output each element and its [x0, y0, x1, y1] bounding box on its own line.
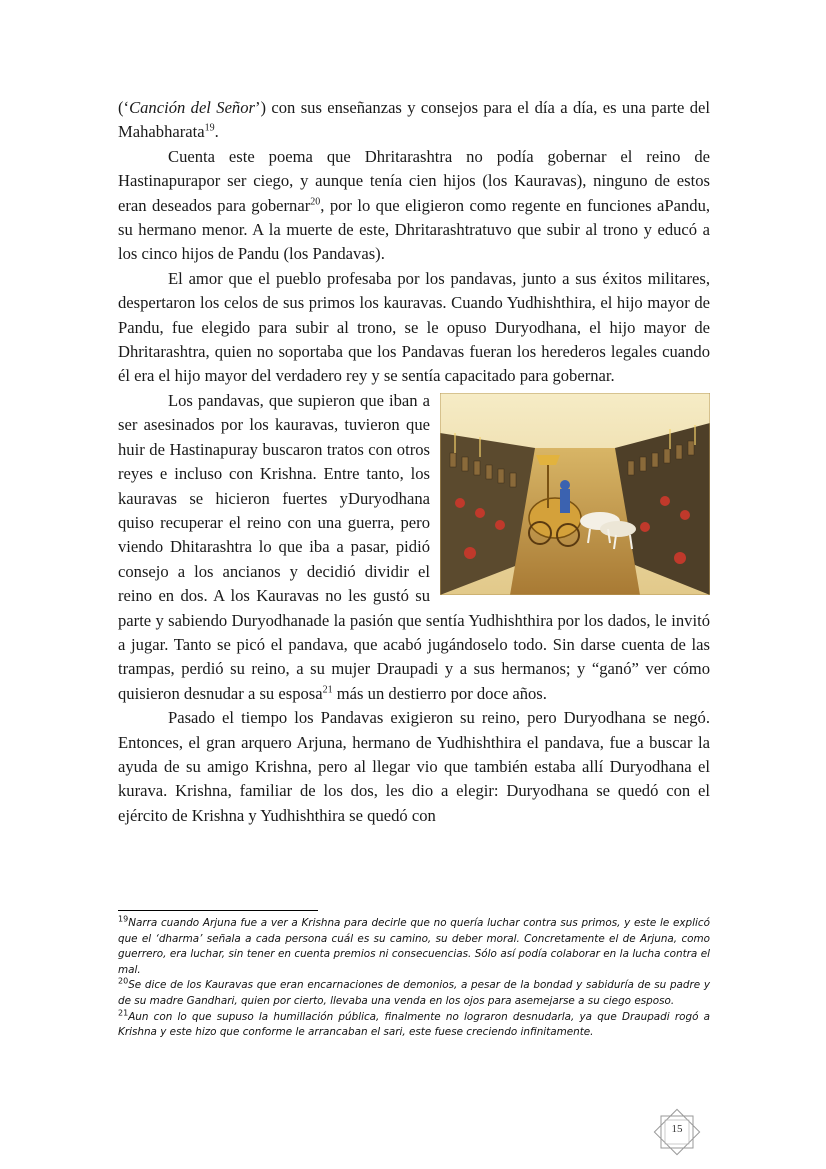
- paragraph-exile: Los pandavas, que supieron que iban a ser asesinados por los kauravas, tuvieron que huir de Hastinapuray buscaron tratos con otros reyes e incluso con Krishna. Entre tanto, los kauravas se hicieron fuertes yDuryodhana quiso recuperar el reino con una guerra, pero viendo Dhitarashtra lo que iba a pasar, pidió consejo a los ancianos y decidió dividir el reino en dos. A los Kauravas no les gustó su parte y sabiendo Duryodhanade la pasión que sentía Yudhishthira por los dados, le invitó a jugar. Tanto se picó el pandava, que acabó jugándoselo todo. Sin darse cuenta de las trampas, perdió su reino, a su mujer Draupadi y a sus hermanos; y “ganó” ver cómo quisieron desnudar a su esposa$^{21}$ más un destierro por doce años.: [118, 390, 710, 703]
- footnote-separator: [118, 910, 318, 911]
- paragraph-krishna: Pasado el tiempo los Pandavas exigieron su reino, pero Duryodhana se negó. Entonces, el gran arquero Arjuna, hermano de Yudhishthira el pandava, fue a buscar la ayuda de su amigo Krishna, pero al llegar vio que también estaba allí Duryodhana el kurava. Krishna, familiar de los dos, les dio a elegir: Duryodhana se quedó con el ejército de Krishna y Yudhishthira se quedó con: [118, 708, 710, 825]
- footnote-ref-19[interactable]: 19: [204, 122, 215, 134]
- footnote-number: 20: [118, 976, 129, 986]
- page-number-badge: [648, 1103, 706, 1161]
- battle-illustration: [440, 393, 710, 595]
- body-text: [118, 96, 710, 828]
- footnote-ref-20[interactable]: 20: [310, 196, 321, 208]
- footnotes: [118, 916, 710, 1041]
- battle-scene-image: [440, 393, 710, 595]
- footnote-text: Se dice de los Kauravas que eran encarnaciones de demonios, a pesar de la bondad y sabiduría de su padre y de su madre Gandhari, quien por cierto, llevaba una venda en los ojos para asemejarse a su ciego esposo.: [118, 979, 710, 1007]
- footnote-ref-21[interactable]: 21: [322, 684, 333, 696]
- footnote-text: Narra cuando Arjuna fue a ver a Krishna para decirle que no quería luchar contra sus primos, y este le explicó que el ‘dharma’ señala a cada persona cuál es su camino, su deber moral. Concretamente el de Arjuna, como guerrero, era luchar, sin tener en cuenta premios ni consecuencias. Sólo así podía colaborar en la lucha contra el mal.: [118, 917, 710, 976]
- footnote-text: Aun con lo que supuso la humillación pública, finalmente no lograron desnudarla, ya que Draupadi rogó a Krishna y este hizo que conforme le arrancaban el sari, este fuese creciendo infinitamente.: [118, 1010, 710, 1039]
- paragraph-rivalry: El amor que el pueblo profesaba por los pandavas, junto a sus éxitos militares, despertaron los celos de sus primos los kauravas. Cuando Yudhishthira, el hijo mayor de Pandu, fue elegido para subir al trono, se le opuso Duryodhana, el hijo mayor de Dhritarashtra, quien no soportaba que los Pandavas fueran los herederos legales cuando él era el hijo mayor del verdadero rey y se sentía capacitado para gobernar.: [118, 268, 710, 386]
- paragraph-dhritarashtra: Cuenta este poema que Dhritarashtra no podía gobernar el reino de Hastinapurapor ser ciego, y aunque tenía cien hijos (los Kauravas), ninguno de estos eran deseados para gobernar$^{20}$, por lo que eligieron como regente en funciones aPandu, su hermano menor. A la muerte de este, Dhritarashtratuvo que subir al trono y educó a los cinco hijos de Pandu (los Pandavas).: [118, 146, 711, 264]
- footnote-21: [118, 1010, 710, 1041]
- paragraph-intro: (‘Canción del Señor’) con sus enseñanzas y consejos para el día a día, es una parte del Mahabharata$^{19}$.: [118, 98, 710, 142]
- song-title: Canción del Señor: [129, 98, 255, 117]
- page-number: 15: [671, 1123, 683, 1135]
- footnote-20: [118, 978, 710, 1009]
- footnote-number: 19: [118, 914, 129, 924]
- footnote-number: 21: [118, 1008, 129, 1018]
- footnote-19: [118, 916, 710, 978]
